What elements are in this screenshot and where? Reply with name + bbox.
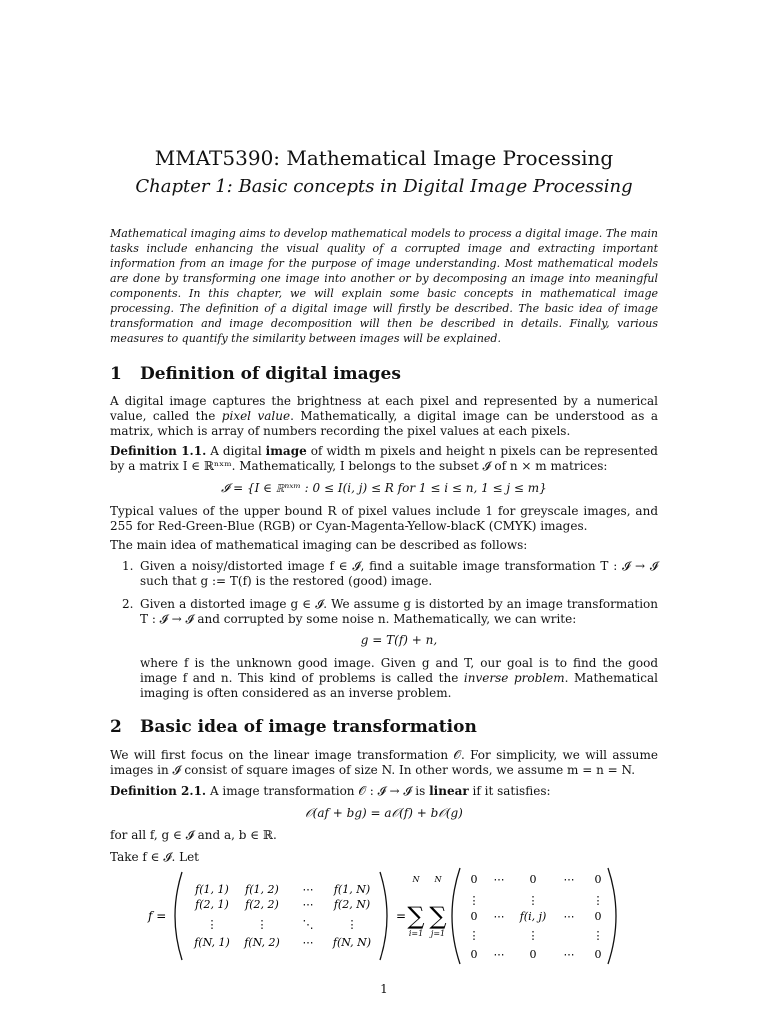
left-matrix-cell-r1-c1: f(1, 1) xyxy=(195,883,229,896)
section-2-intro xyxy=(110,748,658,778)
list-item-1-text: Given a noisy/distorted image f ∈ 𝓘, find a suitable image transformation T : 𝓘 → 𝓘 such that g := T(f) is the restored (good) image. xyxy=(140,559,658,588)
left-matrix-cell-r3-c2: ⋮ xyxy=(256,918,268,931)
right-matrix-cell-r1-c2: ⋯ xyxy=(493,873,505,886)
right-matrix-cell-r3-c1: 0 xyxy=(470,910,478,923)
section-1-intro xyxy=(110,394,658,439)
right-matrix-cell-r2-c1: ⋮ xyxy=(468,894,480,907)
matrix-decomposition-equation xyxy=(140,866,640,966)
right-matrix-open-paren xyxy=(452,868,460,964)
left-matrix-cell-r3-c1: ⋮ xyxy=(206,918,218,931)
left-matrix-cell-r1-c4: f(1, N) xyxy=(333,883,371,896)
def-text-a: A digital xyxy=(206,444,266,458)
left-matrix-cell-r1-c2: f(1, 2) xyxy=(245,883,279,896)
section-2-number: 2 xyxy=(110,717,122,737)
inverse-problem-term: inverse problem xyxy=(463,671,565,685)
definition-1-1 xyxy=(110,444,658,474)
right-matrix-cell-r1-c4: ⋯ xyxy=(563,873,575,886)
list-item-2-marker: 2. xyxy=(122,597,134,611)
right-matrix-cell-r4-c3: ⋮ xyxy=(527,929,539,942)
def2-text-a: A image transformation 𝒪 : 𝓘 → 𝓘 is xyxy=(206,784,430,798)
sum2-sigma: ∑ xyxy=(429,902,447,930)
left-matrix-cell-r3-c3: ⋱ xyxy=(302,918,314,931)
right-matrix-cell-r3-c4: ⋯ xyxy=(563,910,575,923)
left-matrix-cell-r3-c4: ⋮ xyxy=(346,918,358,931)
take-line: Take f ∈ 𝓘. Let xyxy=(110,850,200,864)
left-matrix-open-paren xyxy=(175,872,182,960)
right-matrix-cell-r4-c1: ⋮ xyxy=(468,929,480,942)
matrix-lhs: f = xyxy=(148,909,167,923)
definition-1-1-label: Definition 1.1. xyxy=(110,444,207,458)
inverse-problem-text xyxy=(140,656,658,701)
linear-term: linear xyxy=(429,784,469,798)
right-matrix-cell-r1-c5: 0 xyxy=(594,873,602,886)
section-2-heading xyxy=(110,717,477,737)
list-item-1-marker: 1. xyxy=(122,559,134,573)
def-text-b: of width m pixels and height n pixels can be represented by a matrix I ∈ ℝⁿˣᵐ. Mathematically, I belongs to the subset 𝓘 of n × m matrices: xyxy=(110,444,658,473)
right-matrix-cell-r2-c5: ⋮ xyxy=(592,894,604,907)
abstract-text: Mathematical imaging aims to develop mathematical models to process a digital image. The main tasks include enhancing the visual quality of a corrupted image and extracting important information from an image for the purpose of image understanding. Most mathematical models are done by transforming one image into another or by decomposing an image into meaningful components. In this chapter, we will explain some basic concepts in mathematical image processing. The definition of a digital image will firstly be described. The basic idea of image transformation and image decomposition will then be described in details. Finally, various measures to quantify the similarity between images will be explained. xyxy=(110,227,658,345)
document-title: MMAT5390: Mathematical Image Processing xyxy=(154,146,614,170)
left-matrix-cell-r4-c1: f(N, 1) xyxy=(194,936,230,949)
typical-values-text: Typical values of the upper bound R of pixel values include 1 for greyscale images, and 255 for Red-Green-Blue (RGB) or Cyan-Magenta-Yellow-blacK (CMYK) images. xyxy=(110,504,658,533)
list-item-1 xyxy=(110,559,658,589)
sum2-lower-limit: j=1 xyxy=(430,929,446,938)
section-1-title: Definition of digital images xyxy=(140,364,401,384)
forall-line: for all f, g ∈ 𝓘 and a, b ∈ ℝ. xyxy=(110,828,277,842)
right-matrix-cell-r3-c2: ⋯ xyxy=(493,910,505,923)
image-term: image xyxy=(265,444,307,458)
inverse-text-a: where f is the unknown good image. Given g and T, our goal is to find the good image f and n. This kind of problems is called the xyxy=(140,656,658,685)
right-matrix xyxy=(469,873,604,961)
right-matrix-cell-r5-c5: 0 xyxy=(594,948,602,961)
left-matrix-cell-r2-c4: f(2, N) xyxy=(333,898,371,911)
right-matrix-cell-r1-c3: 0 xyxy=(529,873,537,886)
section-2-intro-text: We will first focus on the linear image transformation 𝒪. For simplicity, we will assume images in 𝓘 consist of square images of size N. In other words, we assume m = n = N. xyxy=(110,748,658,777)
matrix-equals: = xyxy=(396,909,407,923)
left-matrix-cell-r4-c3: ⋯ xyxy=(302,936,314,949)
definition-2-1 xyxy=(110,784,658,799)
inverse-text-b: . Mathematical imaging is often considered as an inverse problem. xyxy=(140,671,658,700)
typical-values-paragraph xyxy=(110,504,658,534)
right-matrix-cell-r3-c3: f(i, j) xyxy=(519,910,547,923)
pixel-value-term: pixel value xyxy=(221,409,291,423)
abstract xyxy=(110,226,658,346)
image-set-equation: 𝓘 = {I ∈ ℝⁿˣᵐ : 0 ≤ I(i, j) ≤ R for 1 ≤ i ≤ n, 1 ≤ j ≤ m} xyxy=(221,481,547,495)
section-1-heading xyxy=(110,364,401,384)
chapter-subtitle: Chapter 1: Basic concepts in Digital Image Processing xyxy=(135,176,633,197)
left-matrix-close-paren xyxy=(380,872,387,960)
left-matrix-cell-r2-c2: f(2, 2) xyxy=(245,898,279,911)
right-matrix-cell-r5-c4: ⋯ xyxy=(563,948,575,961)
left-matrix-cell-r2-c3: ⋯ xyxy=(302,898,314,911)
left-matrix-cell-r1-c3: ⋯ xyxy=(302,883,314,896)
main-idea-text: The main idea of mathematical imaging can be described as follows: xyxy=(110,538,528,552)
main-idea-paragraph xyxy=(110,538,658,553)
noise-model-equation: g = T(f) + n, xyxy=(360,633,438,647)
sum1-sigma: ∑ xyxy=(407,902,425,930)
right-matrix-cell-r1-c1: 0 xyxy=(470,873,478,886)
right-matrix-cell-r5-c1: 0 xyxy=(470,948,478,961)
page-number: 1 xyxy=(380,982,388,996)
list-item-2-text: Given a distorted image g ∈ 𝓘. We assume g is distorted by an image transformation T : 𝓘 → 𝓘 and corrupted by some noise n. Mathematically, we can write: xyxy=(140,597,658,626)
list-item-2 xyxy=(110,597,658,701)
section-1-number: 1 xyxy=(110,364,122,384)
left-matrix xyxy=(193,883,371,949)
right-matrix-cell-r4-c5: ⋮ xyxy=(592,929,604,942)
left-matrix-cell-r4-c4: f(N, N) xyxy=(332,936,372,949)
section-2-title: Basic idea of image transformation xyxy=(140,717,477,737)
right-matrix-cell-r2-c3: ⋮ xyxy=(527,894,539,907)
definition-2-1-label: Definition 2.1. xyxy=(110,784,207,798)
intro-text-a: A digital image captures the brightness at each pixel and represented by a numerical value, called the xyxy=(110,394,658,423)
sum1-upper-limit: N xyxy=(412,875,420,884)
right-matrix-cell-r5-c3: 0 xyxy=(529,948,537,961)
sum1-lower-limit: i=1 xyxy=(408,929,424,938)
right-matrix-cell-r5-c2: ⋯ xyxy=(493,948,505,961)
main-idea-list xyxy=(110,559,658,709)
right-matrix-close-paren xyxy=(608,868,616,964)
sum2-upper-limit: N xyxy=(434,875,442,884)
linearity-equation: 𝒪(af + bg) = a𝒪(f) + b𝒪(g) xyxy=(305,806,463,820)
left-matrix-cell-r2-c1: f(2, 1) xyxy=(195,898,229,911)
intro-text-b: . Mathematically, a digital image can be understood as a matrix, which is array of numbers recording the pixel values at each pixels. xyxy=(110,409,658,438)
def2-text-b: if it satisfies: xyxy=(468,784,551,798)
right-matrix-cell-r3-c5: 0 xyxy=(594,910,602,923)
left-matrix-cell-r4-c2: f(N, 2) xyxy=(244,936,280,949)
